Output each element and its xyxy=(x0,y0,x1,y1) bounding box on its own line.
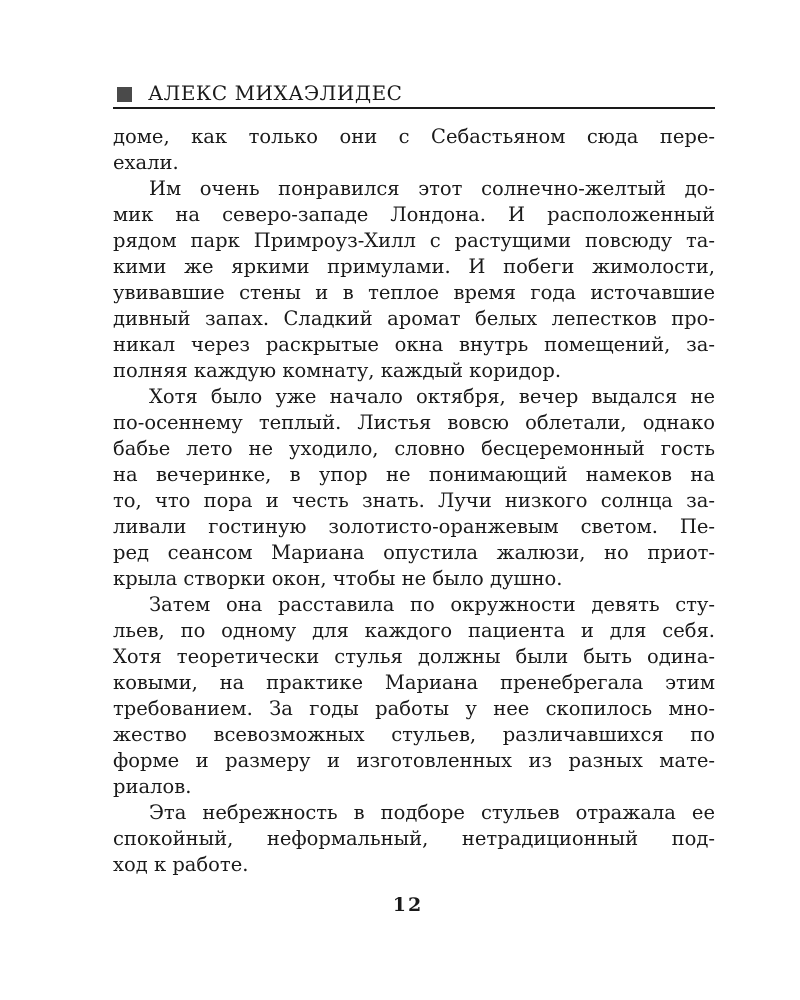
text-line: бабье лето не уходило, словно бесцеремонный гость xyxy=(113,437,715,460)
running-header xyxy=(113,79,715,109)
text-line: Хотя было уже начало октября, вечер выдался не xyxy=(149,385,715,408)
header-author: АЛЕКС МИХАЭЛИДЕС xyxy=(148,81,403,105)
text-line: спокойный, неформальный, нетрадиционный под- xyxy=(113,827,715,850)
page-number: 12 xyxy=(392,894,424,916)
text-line: никал через раскрытые окна внутрь помещений, за- xyxy=(113,333,715,356)
text-line: увивавшие стены и в теплое время года источавшие xyxy=(113,281,715,304)
text-line: то, что пора и честь знать. Лучи низкого солнца за- xyxy=(113,489,715,512)
text-line: риалов. xyxy=(113,775,192,798)
body-text xyxy=(113,124,715,878)
text-line: Им очень понравился этот солнечно-желтый до- xyxy=(149,177,715,200)
text-line: ход к работе. xyxy=(113,853,249,876)
text-line: дивный запах. Сладкий аромат белых лепестков про- xyxy=(113,307,715,330)
text-line: кими же яркими примулами. И побеги жимолости, xyxy=(113,255,715,278)
text-line: льев, по одному для каждого пациента и для себя. xyxy=(113,619,715,642)
text-line: полняя каждую комнату, каждый коридор. xyxy=(113,359,562,382)
text-line: доме, как только они с Себастьяном сюда пере- xyxy=(113,125,715,148)
text-line: ехали. xyxy=(113,151,179,174)
text-line: мик на северо-западе Лондона. И расположенный xyxy=(113,203,715,226)
text-line: ливали гостиную золотисто-оранжевым светом. Пе- xyxy=(113,515,715,538)
text-line: жество всевозможных стульев, различавшихся по xyxy=(113,723,715,746)
text-line: крыла створки окон, чтобы не было душно. xyxy=(113,567,563,590)
text-line: Затем она расставила по окружности девять сту- xyxy=(149,593,715,616)
text-line: требованием. За годы работы у нее скопилось мно- xyxy=(113,697,715,720)
text-line: рядом парк Примроуз-Хилл с растущими повсюду та- xyxy=(113,229,715,252)
text-line: форме и размеру и изготовленных из разных мате- xyxy=(113,749,715,772)
text-line: на вечеринке, в упор не понимающий намеков на xyxy=(113,463,715,486)
text-line: по-осеннему теплый. Листья вовсю облетали, однако xyxy=(113,411,715,434)
text-line: ред сеансом Мариана опустила жалюзи, но приот- xyxy=(113,541,715,564)
text-line: Эта небрежность в подборе стульев отражала ее xyxy=(149,801,715,824)
text-line: ковыми, на практике Мариана пренебрегала этим xyxy=(113,671,715,694)
text-line: Хотя теоретически стулья должны были быть одина- xyxy=(113,645,715,668)
square-bullet-icon xyxy=(117,87,132,102)
